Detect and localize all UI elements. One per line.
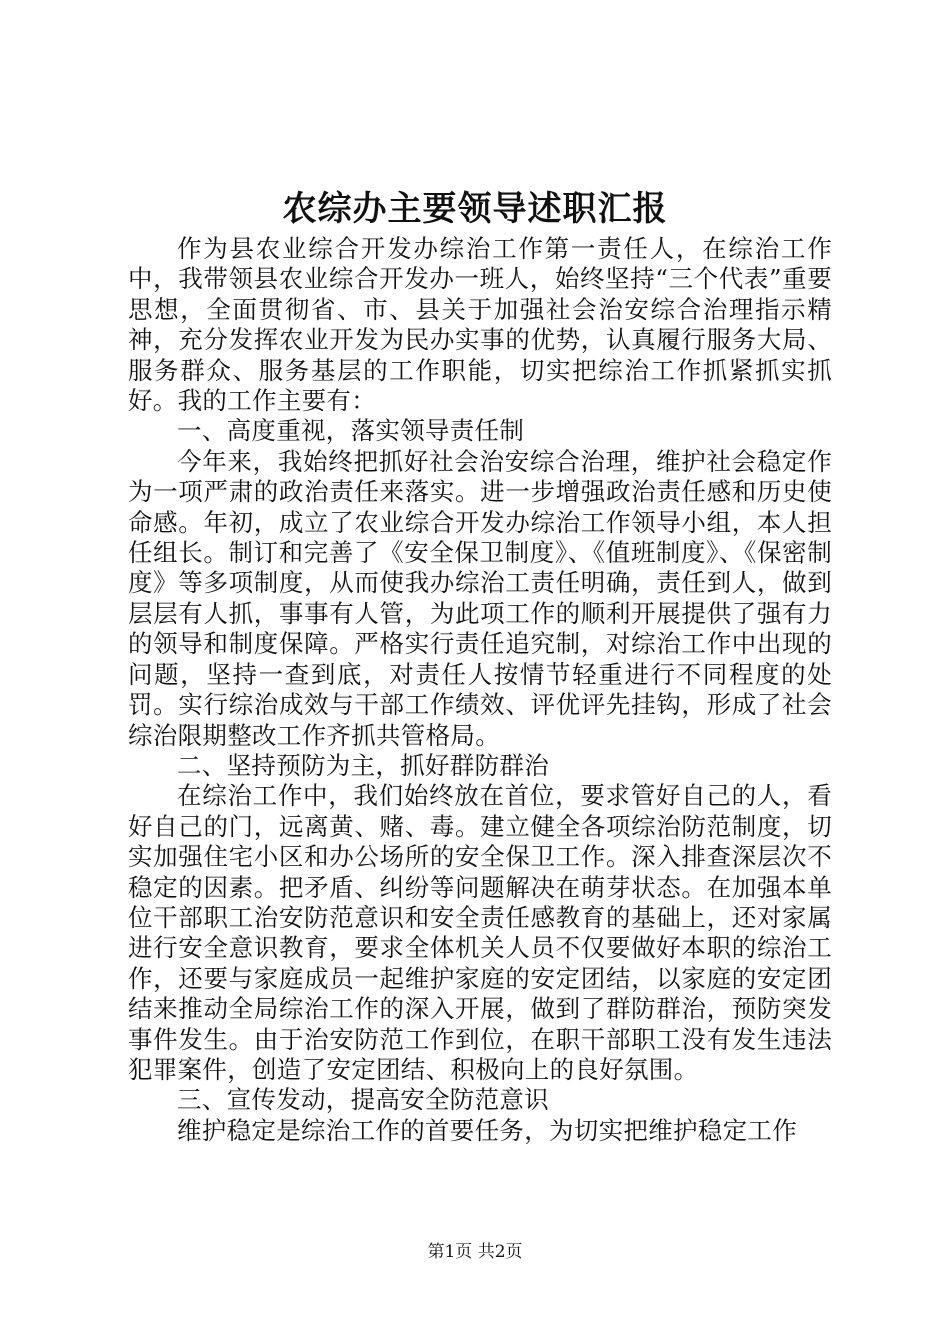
section-heading-2: 二、坚持预防为主，抓好群防群治 [177,750,549,780]
section-1-paragraph: 今年来，我始终把抓好社会治安综合治理，维护社会稳定作为一项严肃的政治责任来落实。进一步增强政治责任感和历史使命感。年初，成立了农业综合开发办综治工作领导小组，本人担任组长。制订和完善了《安全保卫制度》、《值班制度》、《保密制度》等多项制度，从而使我办综治工责任明确，责任到人，做到层层有人抓，事事有人管，为此项工作的顺利开展提供了强有力的领导和制度保障。严格实行责任追究制，对综治工作中出现的问题，坚持一查到底，对责任人按情节轻重进行不同程度的处罚。实行综治成效与干部工作绩效、评优评先挂钩，形成了社会综治限期整改工作齐抓共管格局。 [128,446,832,750]
section-heading-1: 一、高度重视，落实领导责任制 [177,416,525,446]
page-number-footer: 第1页 共2页 [427,1242,523,1262]
section-3-paragraph: 维护稳定是综治工作的首要任务，为切实把维护稳定工作 [177,1115,797,1145]
document-body [128,234,832,1146]
section-2-paragraph: 在综治工作中，我们始终放在首位，要求管好自己的人，看好自己的门，远离黄、赌、毒。建立健全各项综治防范制度，切实加强住宅小区和办公场所的安全保卫工作。深入排查深层次不稳定的因素。把矛盾、纠纷等问题解决在萌芽状态。在加强本单位干部职工治安防范意识和安全责任感教育的基础上，还对家属进行安全意识教育，要求全体机关人员不仅要做好本职的综治工作，还要与家庭成员一起维护家庭的安定团结，以家庭的安定团结来推动全局综治工作的深入开展，做到了群防群治，预防突发事件发生。由于治安防范工作到位，在职干部职工没有发生违法犯罪案件，创造了安定团结、积极向上的良好氛围。 [128,781,832,1084]
intro-paragraph: 作为县农业综合开发办综治工作第一责任人，在综治工作中，我带领县农业综合开发办一班人，始终坚持“三个代表”重要思想，全面贯彻省、市、县关于加强社会治安综合治理指示精神，充分发挥农业开发为民办实事的优势，认真履行服务大局、服务群众、服务基层的工作职能，切实把综治工作抓紧抓实抓好。我的工作主要有： [128,234,832,416]
document-title: 农综办主要领导述职汇报 [282,189,668,229]
section-heading-3: 三、宣传发动，提高安全防范意识 [177,1085,549,1115]
